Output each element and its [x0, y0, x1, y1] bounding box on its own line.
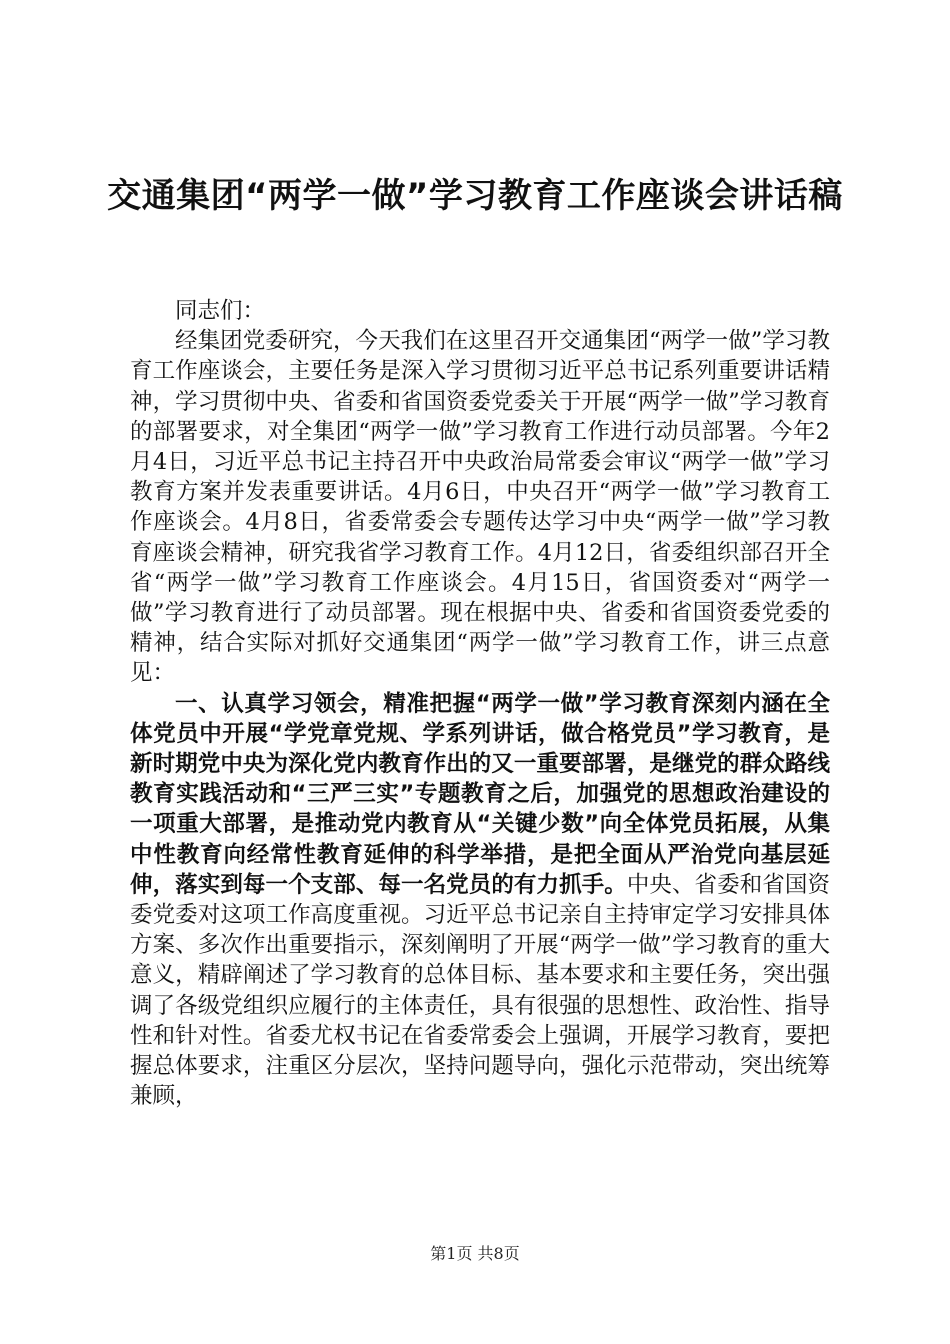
salutation: 同志们：	[175, 298, 266, 324]
paragraph-section-1	[130, 689, 830, 1112]
document-title: 交通集团“两学一做”学习教育工作座谈会讲话稿	[107, 176, 843, 216]
section-1-text: 中央、省委和省国资委党委对这项工作高度重视。习近平总书记亲自主持审定学习安排具体方案、多次作出重要指示，深刻阐明了开展“两学一做”学习教育的重大意义，精辟阐述了学习教育的总体目标、基本要求和主要任务，突出强调了各级党组织应履行的主体责任，具有很强的思想性、政治性、指导性和针对性。省委尤权书记在省委常委会上强调，开展学习教育，要把握总体要求，注重区分层次，坚持问题导向，强化示范带动，突出统筹兼顾，	[130, 871, 830, 1110]
section-1-heading: 一、认真学习领会，精准把握“两学一做”学习教育深刻内涵在全体党员中开展“学党章党规、学系列讲话，做合格党员”学习教育，是新时期党中央为深化党内教育作出的又一重要部署，是继党的群众路线教育实践活动和“三严三实”专题教育之后，加强党的思想政治建设的一项重大部署，是推动党内教育从“关键少数”向全体党员拓展，从集中性教育向经常性教育延伸的科学举措，是把全面从严治党向基层延伸，落实到每一个支部、每一名党员的有力抓手。	[130, 690, 830, 898]
paragraph-intro: 经集团党委研究，今天我们在这里召开交通集团“两学一做”学习教育工作座谈会，主要任务是深入学习贯彻习近平总书记系列重要讲话精神，学习贯彻中央、省委和省国资委党委关于开展“两学一做”学习教育的部署要求，对全集团“两学一做”学习教育工作进行动员部署。今年2月4日，习近平总书记主持召开中央政治局常委会审议“两学一做”学习教育方案并发表重要讲话。4月6日，中央召开“两学一做”学习教育工作座谈会。4月8日，省委常委会专题传达学习中央“两学一做”学习教育座谈会精神，研究我省学习教育工作。4月12日，省委组织部召开全省“两学一做”学习教育工作座谈会。4月15日，省国资委对“两学一做”学习教育进行了动员部署。现在根据中央、省委和省国资委党委的精神，结合实际对抓好交通集团“两学一做”学习教育工作，讲三点意见：	[130, 328, 830, 687]
document-body	[130, 296, 830, 1111]
page-footer: 第1页 共8页	[430, 1244, 520, 1263]
